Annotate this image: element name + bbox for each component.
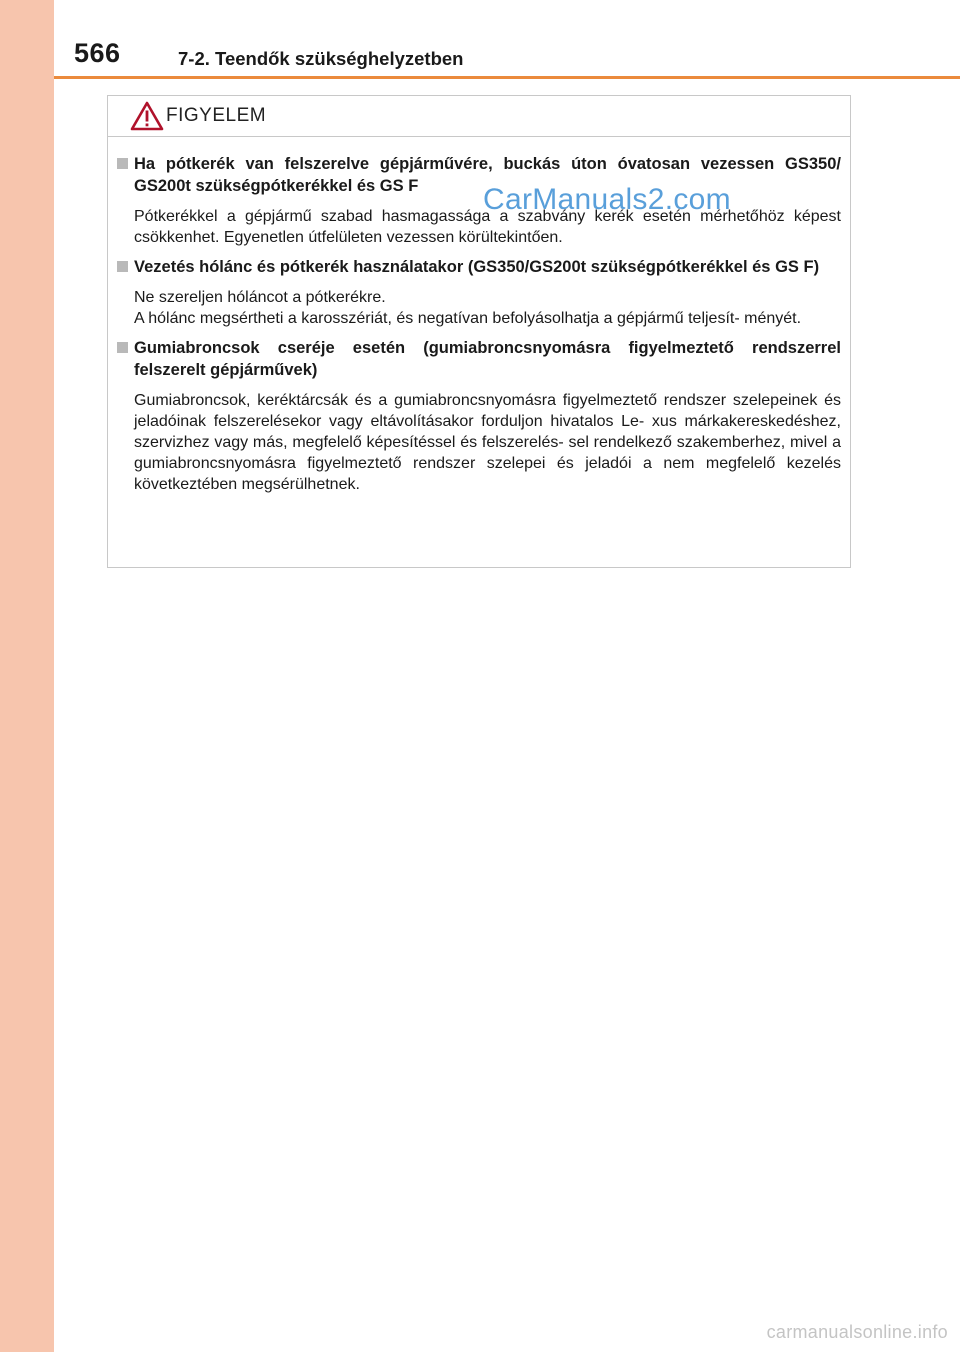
- section-body: [134, 287, 841, 329]
- section-title: Gumiabroncsok cseréje esetén (gumiabroncsnyomásra figyelmeztető rendszerrel felszerelt gépjárművek): [134, 339, 841, 379]
- warning-section-snow-chains: [117, 256, 841, 329]
- warning-box: [107, 95, 851, 568]
- section-title: Ha pótkerék van felszerelve gépjárművére, buckás úton óvatosan vezessen GS350/ GS200t szükségpótkerékkel és GS F: [134, 155, 841, 195]
- chapter-title: 7-2. Teendők szükséghelyzetben: [178, 48, 464, 69]
- warning-section-spare-tire: [117, 153, 841, 248]
- side-color-band: [0, 0, 54, 1352]
- warning-body: [108, 137, 850, 495]
- section-title: Vezetés hólánc és pótkerék használatakor (GS350/GS200t szükségpótkerékkel és GS F): [134, 258, 820, 276]
- section-body: Gumiabroncsok, keréktárcsák és a gumiabroncsnyomásra figyelmeztető rendszer szelepeinek és jeladóinak felszerelésekor vagy eltávolításakor forduljon hivatalos Le- xus márkakereskedéshez, szervizhez vagy más, megfelelő képesítéssel és felszerelés- sel rendelkező szakemberhez, mivel a gumiabroncsnyomásra figyelmeztető rendszer szelepei és jeladói a nem megfelelő kezelés következtében megsérülhetnek.: [134, 392, 841, 493]
- warning-section-tire-replacement: [117, 337, 841, 495]
- warning-label: FIGYELEM: [166, 105, 267, 126]
- footer-watermark: carmanualsonline.info: [766, 1322, 948, 1342]
- square-bullet-icon: [117, 261, 128, 272]
- warning-triangle-icon: [130, 101, 164, 131]
- page-number: 566: [74, 38, 121, 68]
- warning-header: [108, 96, 850, 137]
- header-rule: [54, 76, 960, 79]
- section-body-line: A hólánc megsértheti a karosszériát, és negatívan befolyásolhatja a gépjármű teljesít- ményét.: [134, 310, 802, 327]
- site-watermark: CarManuals2.com: [483, 183, 731, 216]
- section-body: Pótkerékkel a gépjármű szabad hasmagassága a szabvány kerék esetén mérhetőhöz képest csökkenhet. Egyenetlen útfelületen vezessen körültekintően.: [134, 208, 841, 246]
- section-body-line: Ne szereljen hóláncot a pótkerékre.: [134, 289, 386, 306]
- square-bullet-icon: [117, 158, 128, 169]
- square-bullet-icon: [117, 342, 128, 353]
